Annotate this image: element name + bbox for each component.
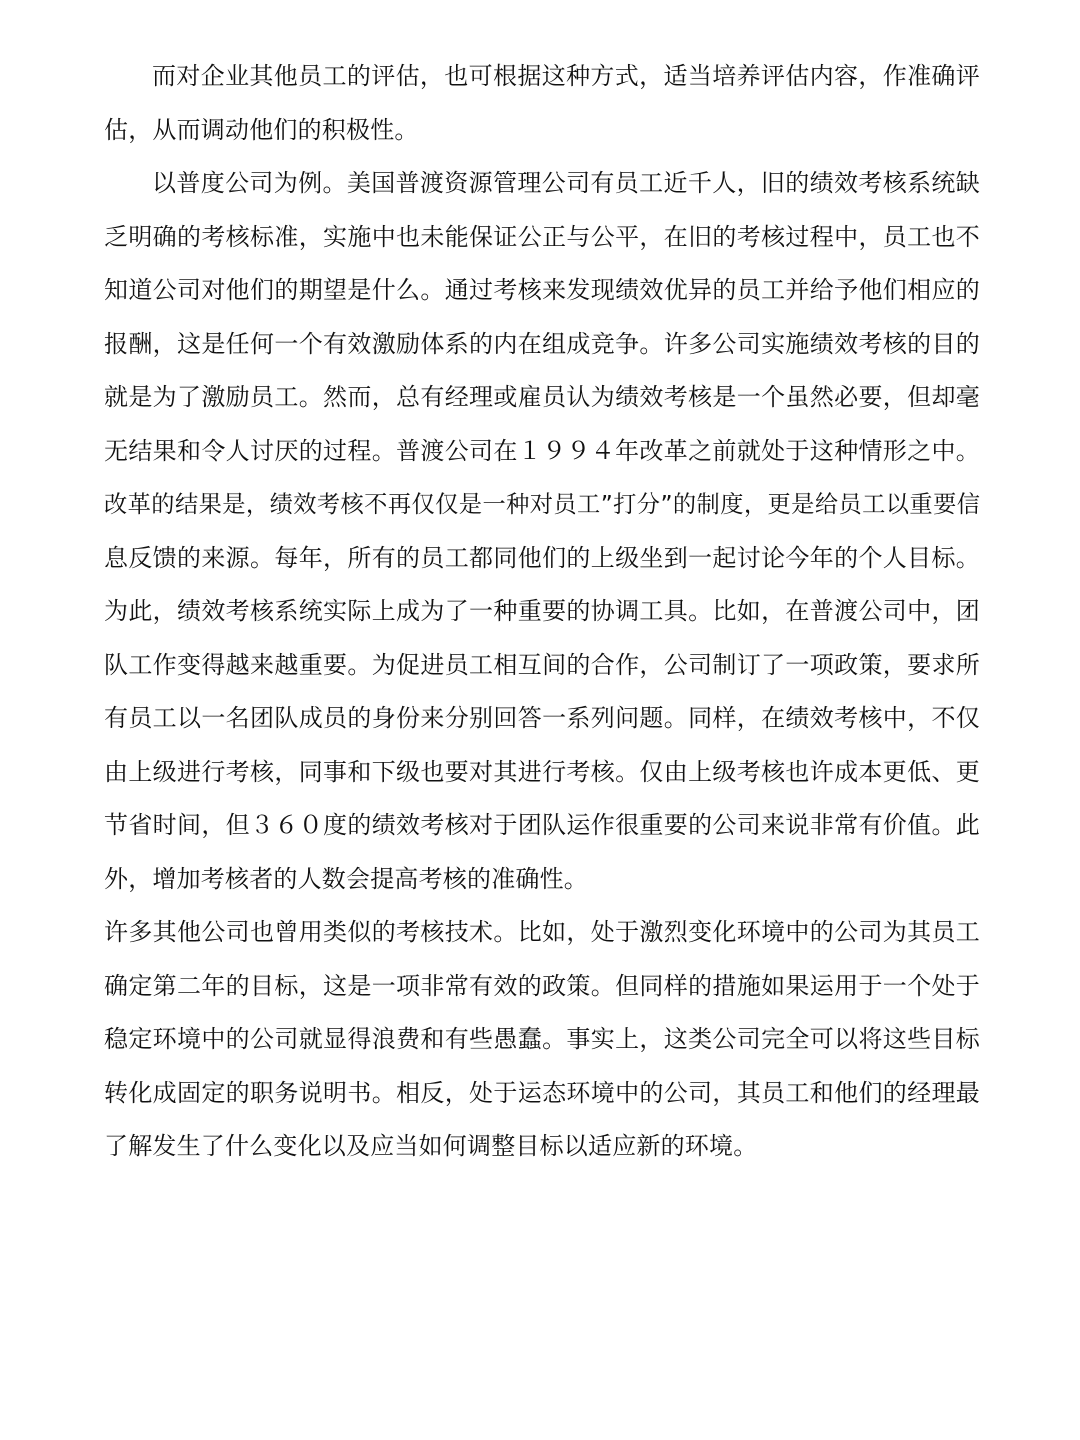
text-line: 乏明确的考核标准，实施中也未能保证公正与公平，在旧的考核过程中，员工也不: [104, 222, 980, 251]
text-line: 而对企业其他员工的评估，也可根据这种方式，适当培养评估内容，作准确评: [152, 62, 980, 90]
text-line: 确定第二年的目标，这是一项非常有效的政策。但同样的措施如果运用于一个处于: [104, 971, 980, 1000]
text-line: 队工作变得越来越重要。为促进员工相互间的合作，公司制订了一项政策，要求所: [104, 650, 980, 679]
text-line: 以普度公司为例。美国普渡资源管理公司有员工近千人，旧的绩效考核系统缺: [152, 169, 980, 197]
text-line: 许多其他公司也曾用类似的考核技术。比如，处于激烈变化环境中的公司为其员工: [104, 918, 980, 946]
text-line: 外，增加考核者的人数会提高考核的准确性。: [104, 864, 588, 893]
text-line: 节省时间，但３６０度的绩效考核对于团队运作很重要的公司来说非常有价值。此: [104, 811, 980, 839]
text-line: 息反馈的来源。每年，所有的员工都同他们的上级坐到一起讨论今年的个人目标。: [104, 543, 980, 572]
text-line: 由上级进行考核，同事和下级也要对其进行考核。仅由上级考核也许成本更低、更: [104, 757, 980, 786]
text-line: 知道公司对他们的期望是什么。通过考核来发现绩效优异的员工并给予他们相应的: [104, 276, 980, 304]
text-line: 有员工以一名团队成员的身份来分别回答一系列问题。同样，在绩效考核中，不仅: [104, 704, 980, 732]
text-line: 无结果和令人讨厌的过程。普渡公司在１９９４年改革之前就处于这种情形之中。: [104, 436, 980, 465]
text-line: 了解发生了什么变化以及应当如何调整目标以适应新的环境。: [104, 1132, 758, 1160]
text-line: 报酬，这是任何一个有效激励体系的内在组成竞争。许多公司实施绩效考核的目的: [104, 329, 980, 358]
text-line: 为此，绩效考核系统实际上成为了一种重要的协调工具。比如，在普渡公司中，团: [104, 597, 980, 625]
text-line: 就是为了激励员工。然而，总有经理或雇员认为绩效考核是一个虽然必要，但却毫: [104, 383, 980, 411]
text-line: 稳定环境中的公司就显得浪费和有些愚蠢。事实上，这类公司完全可以将这些目标: [104, 1025, 980, 1053]
text-line: 改革的结果是，绩效考核不再仅仅是一种对员工”打分”的制度，更是给员工以重要信: [104, 491, 980, 518]
body-text: [104, 50, 980, 1174]
text-line: 估，从而调动他们的积极性。: [104, 115, 419, 144]
text-line: 转化成固定的职务说明书。相反，处于运态环境中的公司，其员工和他们的经理最: [104, 1078, 980, 1107]
